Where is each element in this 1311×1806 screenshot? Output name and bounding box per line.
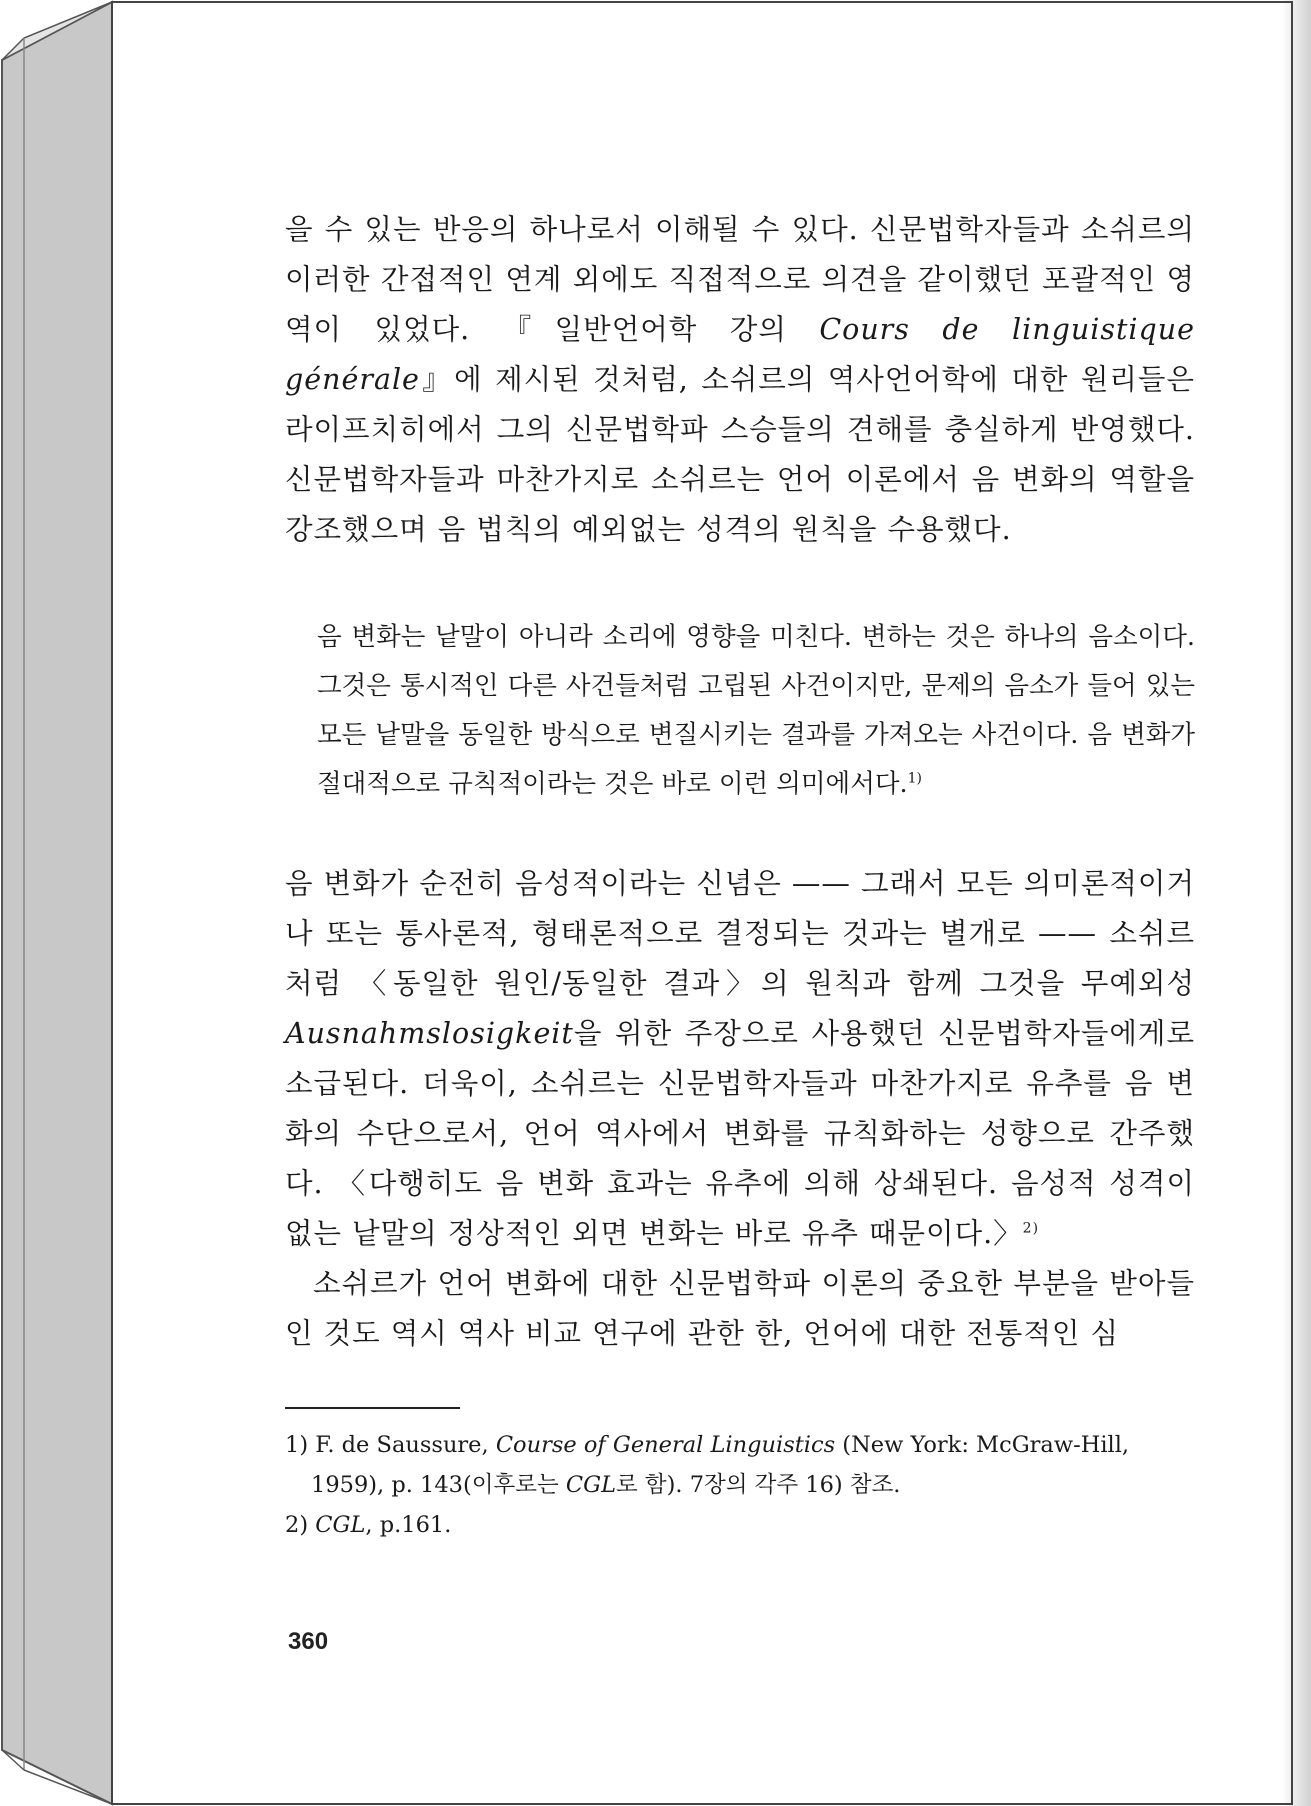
paragraph-1: 을 수 있는 반응의 하나로서 이해될 수 있다. 신문법학자들과 소쉬르의 이러한 간접적인 연계 외에도 직접적으로 의견을 같이했던 포괄적인 영역이 있었다. 『일반언어학 강의 Cours de linguistique générale』에 제시된 것처럼, 소쉬르의 역사언어학에 대한 원리들은 라이프치히에서 그의 신문법학파 스승들의 견해를 충실하게 반영했다. 신문법학자들과 마찬가지로 소쉬르는 언어 이론에서 음 변화의 역할을 강조했으며 음 법칙의 예외없는 성격의 원칙을 수용했다. xyxy=(285,213,1195,546)
footnotes xyxy=(285,1425,1195,1545)
page-content xyxy=(285,205,1195,1545)
paragraph-2: 음 변화가 순전히 음성적이라는 신념은 —— 그래서 모든 의미론적이거나 또는 통사론적, 형태론적으로 결정되는 것과는 별개로 —— 소쉬르처럼 〈동일한 원인/동일한 결과〉의 원칙과 함께 그것을 무예외성 Ausnahmslosigkeit을 위한 주장으로 사용했던 신문법학자들에게로 소급된다. 더욱이, 소쉬르는 신문법학자들과 마찬가지로 유추를 음 변화의 수단으로서, 언어 역사에서 변화를 규칙화하는 성향으로 간주했다. 〈다행히도 음 변화 효과는 유추에 의해 상쇄된다. 음성적 성격이 없는 낱말의 정상적인 외면 변화는 바로 유추 때문이다.〉$^{2)}$ xyxy=(285,867,1195,1250)
footnote-ref-2[interactable]: 2) xyxy=(1022,1220,1040,1237)
footnote-divider xyxy=(285,1407,460,1409)
page-number: 360 xyxy=(288,1628,329,1655)
footnote-ref-1[interactable]: 1) xyxy=(907,770,922,787)
footnote-2: 2) CGL, p.161. xyxy=(285,1512,452,1538)
paragraph-3: 소쉬르가 언어 변화에 대한 신문법학파 이론의 중요한 부분을 받아들인 것도 역시 역사 비교 연구에 관한 한, 언어에 대한 전통적인 심 xyxy=(285,1267,1195,1350)
footnote-1-continued: 1959), p. 143(이후로는 CGL로 함). 7장의 각주 16) 참조. xyxy=(311,1472,901,1498)
block-quote: 음 변화는 낱말이 아니라 소리에 영향을 미친다. 변하는 것은 하나의 음소이다. 그것은 통시적인 다른 사건들처럼 고립된 사건이지만, 문제의 음소가 들어 있는 모든 낱말을 동일한 방식으로 변질시키는 결과를 가져오는 사건이다. 음 변화가 절대적으로 규칙적이라는 것은 바로 이런 의미에서다.$^{1)}$ xyxy=(317,622,1195,799)
book-spine-side xyxy=(2,2,112,1804)
page-edge-shadow xyxy=(1281,0,1311,1806)
footnote-1: 1) F. de Saussure, Course of General Linguistics (New York: McGraw-Hill, xyxy=(285,1432,1130,1458)
